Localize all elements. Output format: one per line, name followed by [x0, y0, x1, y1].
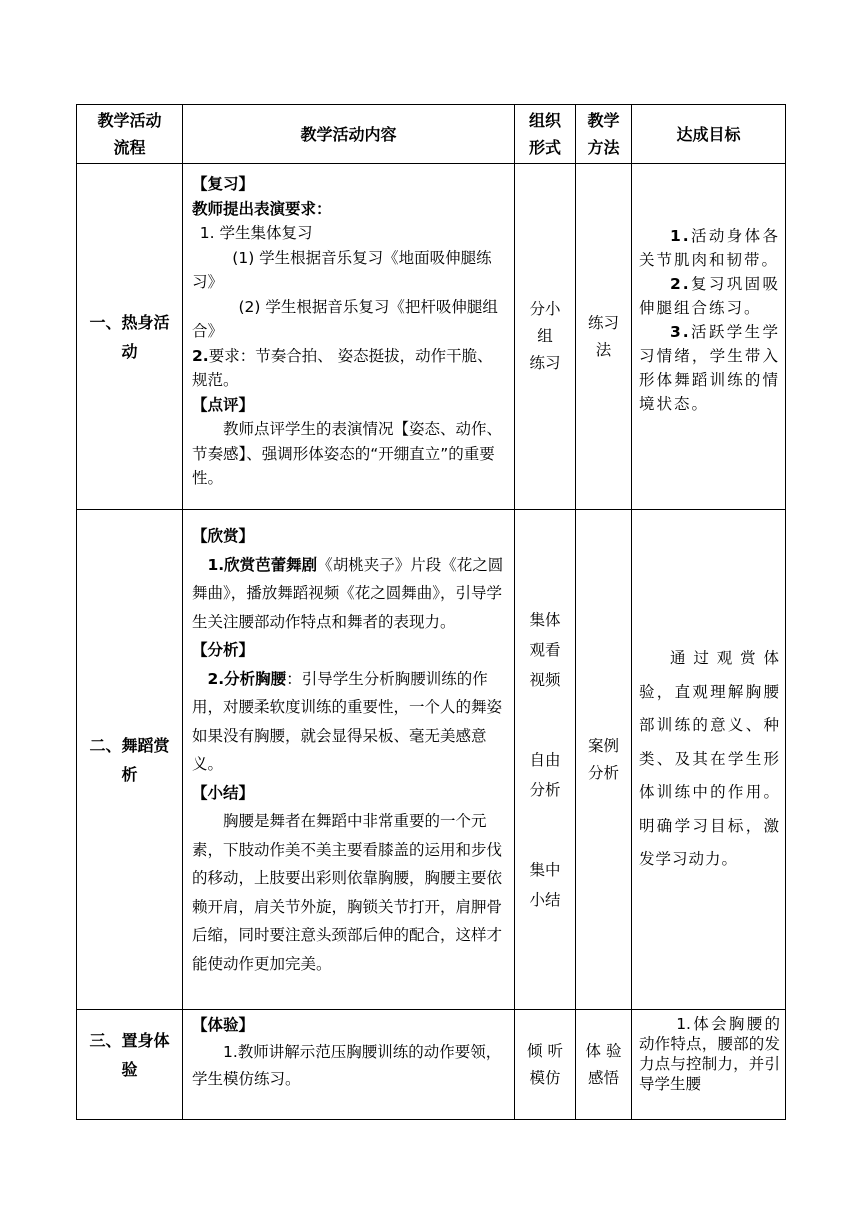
section-heading: 【小结】 [192, 783, 255, 802]
table-row [77, 1010, 786, 1120]
header-flow-line2: 流程 [113, 138, 146, 157]
item-text: 1. 学生集体复习 [199, 224, 313, 242]
method-line: 练习 [587, 313, 619, 332]
lesson-plan-table [76, 104, 786, 1120]
header-goal: 达成目标 [632, 105, 786, 164]
paragraph: 胸腰是舞者在舞蹈中非常重要的一个元素，下肢动作美不美主要看膝盖的运用和步伐的移动，上肢要出彩则依靠胸腰，胸腰主要依赖开肩，肩关节外旋，胸锁关节打开，肩胛骨后缩，同时要注意头颈部后伸的配合，这样才能使动作更加完美。 [192, 812, 503, 973]
header-flow-line1: 教学活动 [97, 111, 162, 130]
header-content: 教学活动内容 [183, 105, 515, 164]
org-line: 分小 [529, 300, 561, 318]
goal-item [639, 272, 780, 320]
paragraph: 1.教师讲解示范压胸腰训练的动作要领，学生模仿练习。 [192, 1043, 502, 1088]
org-cell [515, 510, 576, 1010]
section-heading: 【复习】 [192, 175, 255, 193]
org-group [515, 745, 575, 805]
content-cell [183, 164, 515, 510]
goal-text: 活跃学生学习情绪，学生带入形体舞蹈训练的情境状态。 [639, 323, 780, 413]
stage-cell [77, 510, 183, 1010]
org-line: 视频 [529, 670, 561, 689]
section-heading: 【点评】 [192, 395, 255, 414]
item-number: 2. [192, 346, 209, 365]
org-spacer [515, 695, 575, 745]
item-text [192, 344, 508, 393]
section-heading: 【分析】 [192, 641, 255, 659]
item-text: (1) 学生根据音乐复习《地面吸伸腿练习》 [192, 248, 492, 291]
goal-number: 1. [670, 227, 691, 245]
paragraph [192, 665, 508, 779]
paragraph-lead: 2.分析胸腰 [207, 669, 287, 688]
goal-cell [632, 510, 786, 1010]
method-line: 分析 [587, 763, 619, 782]
goal-text: 活动身体各关节肌肉和韧带。 [639, 227, 780, 269]
paragraph [192, 551, 508, 637]
method-line: 案例 [587, 736, 619, 755]
section-heading: 【欣赏】 [192, 527, 255, 545]
org-line: 小结 [529, 890, 561, 909]
method-cell [576, 164, 632, 510]
content-cell [183, 1010, 515, 1120]
header-flow [77, 105, 183, 164]
org-cell [515, 1010, 576, 1120]
goal-text: 复习巩固吸伸腿组合练习。 [639, 275, 780, 317]
item-text: (2) 学生根据音乐复习《把杆吸伸腿组合》 [192, 297, 498, 340]
goal-text: 通过观赏体验，直观理解胸腰部训练的意义、种类、及其在学生形体训练中的作用。明确学习目标，激发学习动力。 [639, 649, 780, 869]
method-cell [576, 510, 632, 1010]
stage-line1: 二、舞蹈赏 [89, 735, 170, 755]
org-line: 模仿 [529, 1069, 561, 1087]
paragraph-body: 《胡桃夹子》片段《花之圆舞曲》，播放舞蹈视频《花之圆舞曲》，引导学生关注腰部动作特点和舞者的表现力。 [192, 555, 504, 631]
header-org-line2: 形式 [528, 138, 561, 157]
content-cell [183, 510, 515, 1010]
stage-line2: 验 [121, 1060, 138, 1079]
org-line: 组 [537, 327, 553, 345]
paragraph: 教师点评学生的表演情况【姿态、动作、节奏感】、强调形体姿态的“开绷直立”的重要性。 [192, 420, 503, 487]
requirement-intro: 教师提出表演要求： [192, 199, 332, 218]
org-line: 练习 [529, 354, 561, 372]
stage-line1: 一、热身活 [89, 312, 170, 332]
org-group [515, 605, 575, 695]
header-method-line2: 方法 [587, 138, 620, 157]
header-org [515, 105, 576, 164]
goal-cell [632, 1010, 786, 1120]
org-line: 分析 [529, 780, 561, 799]
method-cell [576, 1010, 632, 1120]
header-method-line1: 教学 [587, 111, 620, 130]
org-line: 倾 听 [527, 1042, 563, 1060]
paragraph-lead: 1.欣赏芭蕾舞剧 [207, 555, 318, 574]
table-row [77, 164, 786, 510]
stage-line2: 析 [121, 764, 138, 784]
stage-cell [77, 1010, 183, 1120]
org-line: 观看 [529, 640, 561, 659]
goal-item [639, 320, 780, 416]
header-row [77, 105, 786, 164]
item-body: 要求：节奏合拍、 姿态挺拔，动作干脆、规范。 [192, 346, 493, 389]
method-line: 体 验 [585, 1042, 622, 1060]
org-line: 自由 [529, 750, 561, 769]
goal-cell [632, 164, 786, 510]
header-org-line1: 组织 [528, 111, 561, 130]
stage-line1: 三、置身体 [89, 1031, 170, 1050]
stage-line2: 动 [121, 341, 138, 361]
goal-item [639, 224, 780, 272]
paragraph-body: ：引导学生分析胸腰训练的作用，对腰柔软度训练的重要性，一个人的舞姿如果没有胸腰，就会显得呆板、毫无美感意义。 [192, 669, 503, 773]
goal-number: 3. [670, 323, 691, 341]
org-cell [515, 164, 576, 510]
table-row [77, 510, 786, 1010]
method-line: 感悟 [587, 1069, 619, 1087]
org-group [515, 855, 575, 915]
section-heading: 【体验】 [192, 1016, 255, 1034]
org-spacer [515, 805, 575, 855]
method-line: 法 [595, 340, 612, 359]
org-line: 集中 [529, 860, 561, 879]
org-line: 集体 [529, 610, 561, 629]
stage-cell [77, 164, 183, 510]
goal-number: 2. [670, 275, 691, 293]
goal-text: 1.体会胸腰的动作特点，腰部的发力点与控制力，并引导学生腰 [639, 1015, 780, 1093]
header-method [576, 105, 632, 164]
